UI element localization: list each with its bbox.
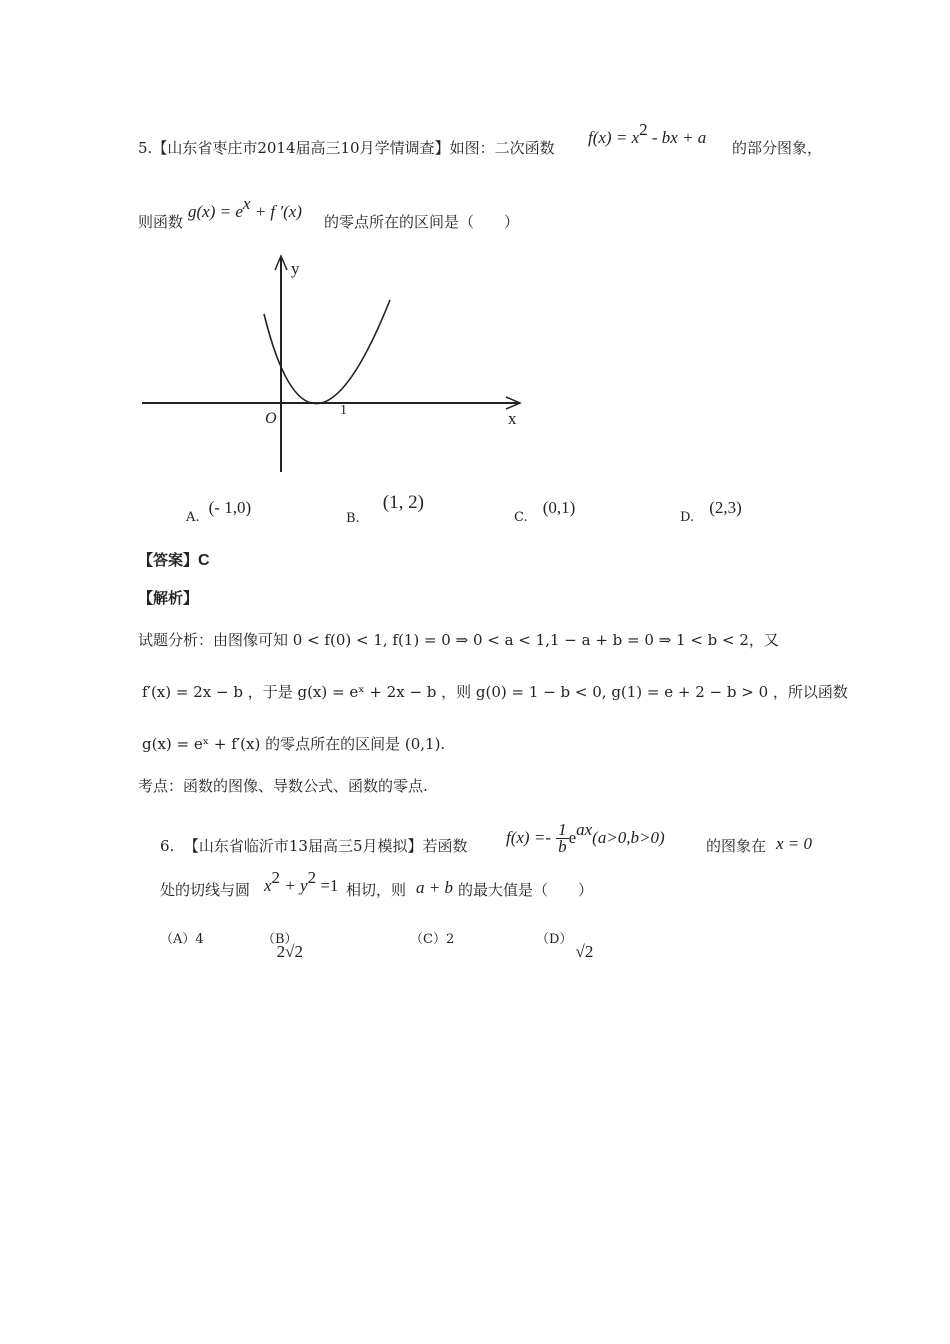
- q5-fx-formula: $f(x) = x^2$ - bx + a: [588, 120, 707, 147]
- q5-parabola-graph: [138, 252, 538, 477]
- q6-number: 6.: [160, 837, 175, 855]
- q5-line2-tail: 的零点所在的区间是（ ）: [324, 213, 520, 231]
- origin-label: O: [265, 410, 277, 427]
- parabola-curve: [264, 300, 390, 404]
- q5-analysis-line2: f′(x) = 2x − b ，于是 g(x) = eˣ + 2x − b ，则 g(0) = 1 − b < 0, g(1) = e + 2 − b > 0 ，所以函数: [142, 683, 848, 701]
- q6-line2-mid: 相切，则: [346, 881, 407, 899]
- q6-line2-tail: 的最大值是（ ）: [458, 881, 594, 899]
- q5-answer: [138, 550, 210, 571]
- x-axis-label: x: [508, 409, 517, 428]
- q5-line1: [138, 138, 555, 158]
- q6-circle-formula: $x^2 + y^2 =1$: [264, 868, 339, 895]
- answer-letter: C: [198, 552, 210, 569]
- q5-number: 5.: [138, 139, 153, 157]
- q6-option-a[interactable]: （A）4: [160, 932, 204, 947]
- q5-line2-lead: 则函数: [138, 213, 184, 231]
- q5-analysis-line3: g(x) = eˣ + f′(x) 的零点所在的区间是 (0,1).: [142, 735, 446, 753]
- answer-tag: 【答案】: [138, 551, 199, 569]
- q6-fx-formula: f(x) =- $\frac{1}{b}$ $e^{ax}(a>0,b>0)$: [506, 820, 665, 856]
- q6-line2-lead: 处的切线与圆: [160, 881, 251, 899]
- q5-option-b[interactable]: $_{B.}$ (1, 2): [346, 492, 424, 526]
- q5-kaodian: 考点：函数的图像、导数公式、函数的零点.: [138, 777, 428, 795]
- tick-one-label: 1: [340, 403, 347, 418]
- q6-line1: [160, 836, 468, 856]
- y-axis-label: y: [291, 259, 300, 278]
- q6-apb: a + b: [416, 878, 453, 897]
- q6-source: 【山东省临沂市13届高三5月模拟】: [183, 837, 423, 855]
- fraction: $\frac{1}{b}$: [558, 820, 567, 856]
- q6-option-b[interactable]: （B） 2√2: [262, 932, 303, 961]
- q5-lead: 如图：二次函数: [449, 139, 555, 157]
- q6-option-d[interactable]: （D） √2: [536, 932, 594, 961]
- q5-option-d[interactable]: $_{D.}$ (2,3): [680, 498, 742, 525]
- q5-tail: 的部分图象，: [732, 139, 823, 157]
- q5-option-c[interactable]: $_{C.}$ (0,1): [514, 498, 576, 525]
- q5-source: 【山东省枣庄市2014届高三10月学情调查】: [152, 139, 450, 157]
- q6-x-eq: x = 0: [776, 834, 813, 853]
- q5-gx-formula: $g(x) = e^x + f$ ′(x): [188, 194, 302, 221]
- q6-mid: 的图象在: [706, 837, 767, 855]
- q6-lead: 若函数: [422, 837, 468, 855]
- q6-option-c[interactable]: （C）2: [410, 932, 455, 947]
- q5-option-a[interactable]: $_{A.}$ (- 1,0): [186, 498, 252, 525]
- q5-analysis-line1: 试题分析：由图像可知 0 < f(0) < 1, f(1) = 0 ⇒ 0 < a < 1,1 − a + b = 0 ⇒ 1 < b < 2，又: [138, 631, 779, 649]
- q5-analysis-tag: 【解析】: [138, 589, 199, 607]
